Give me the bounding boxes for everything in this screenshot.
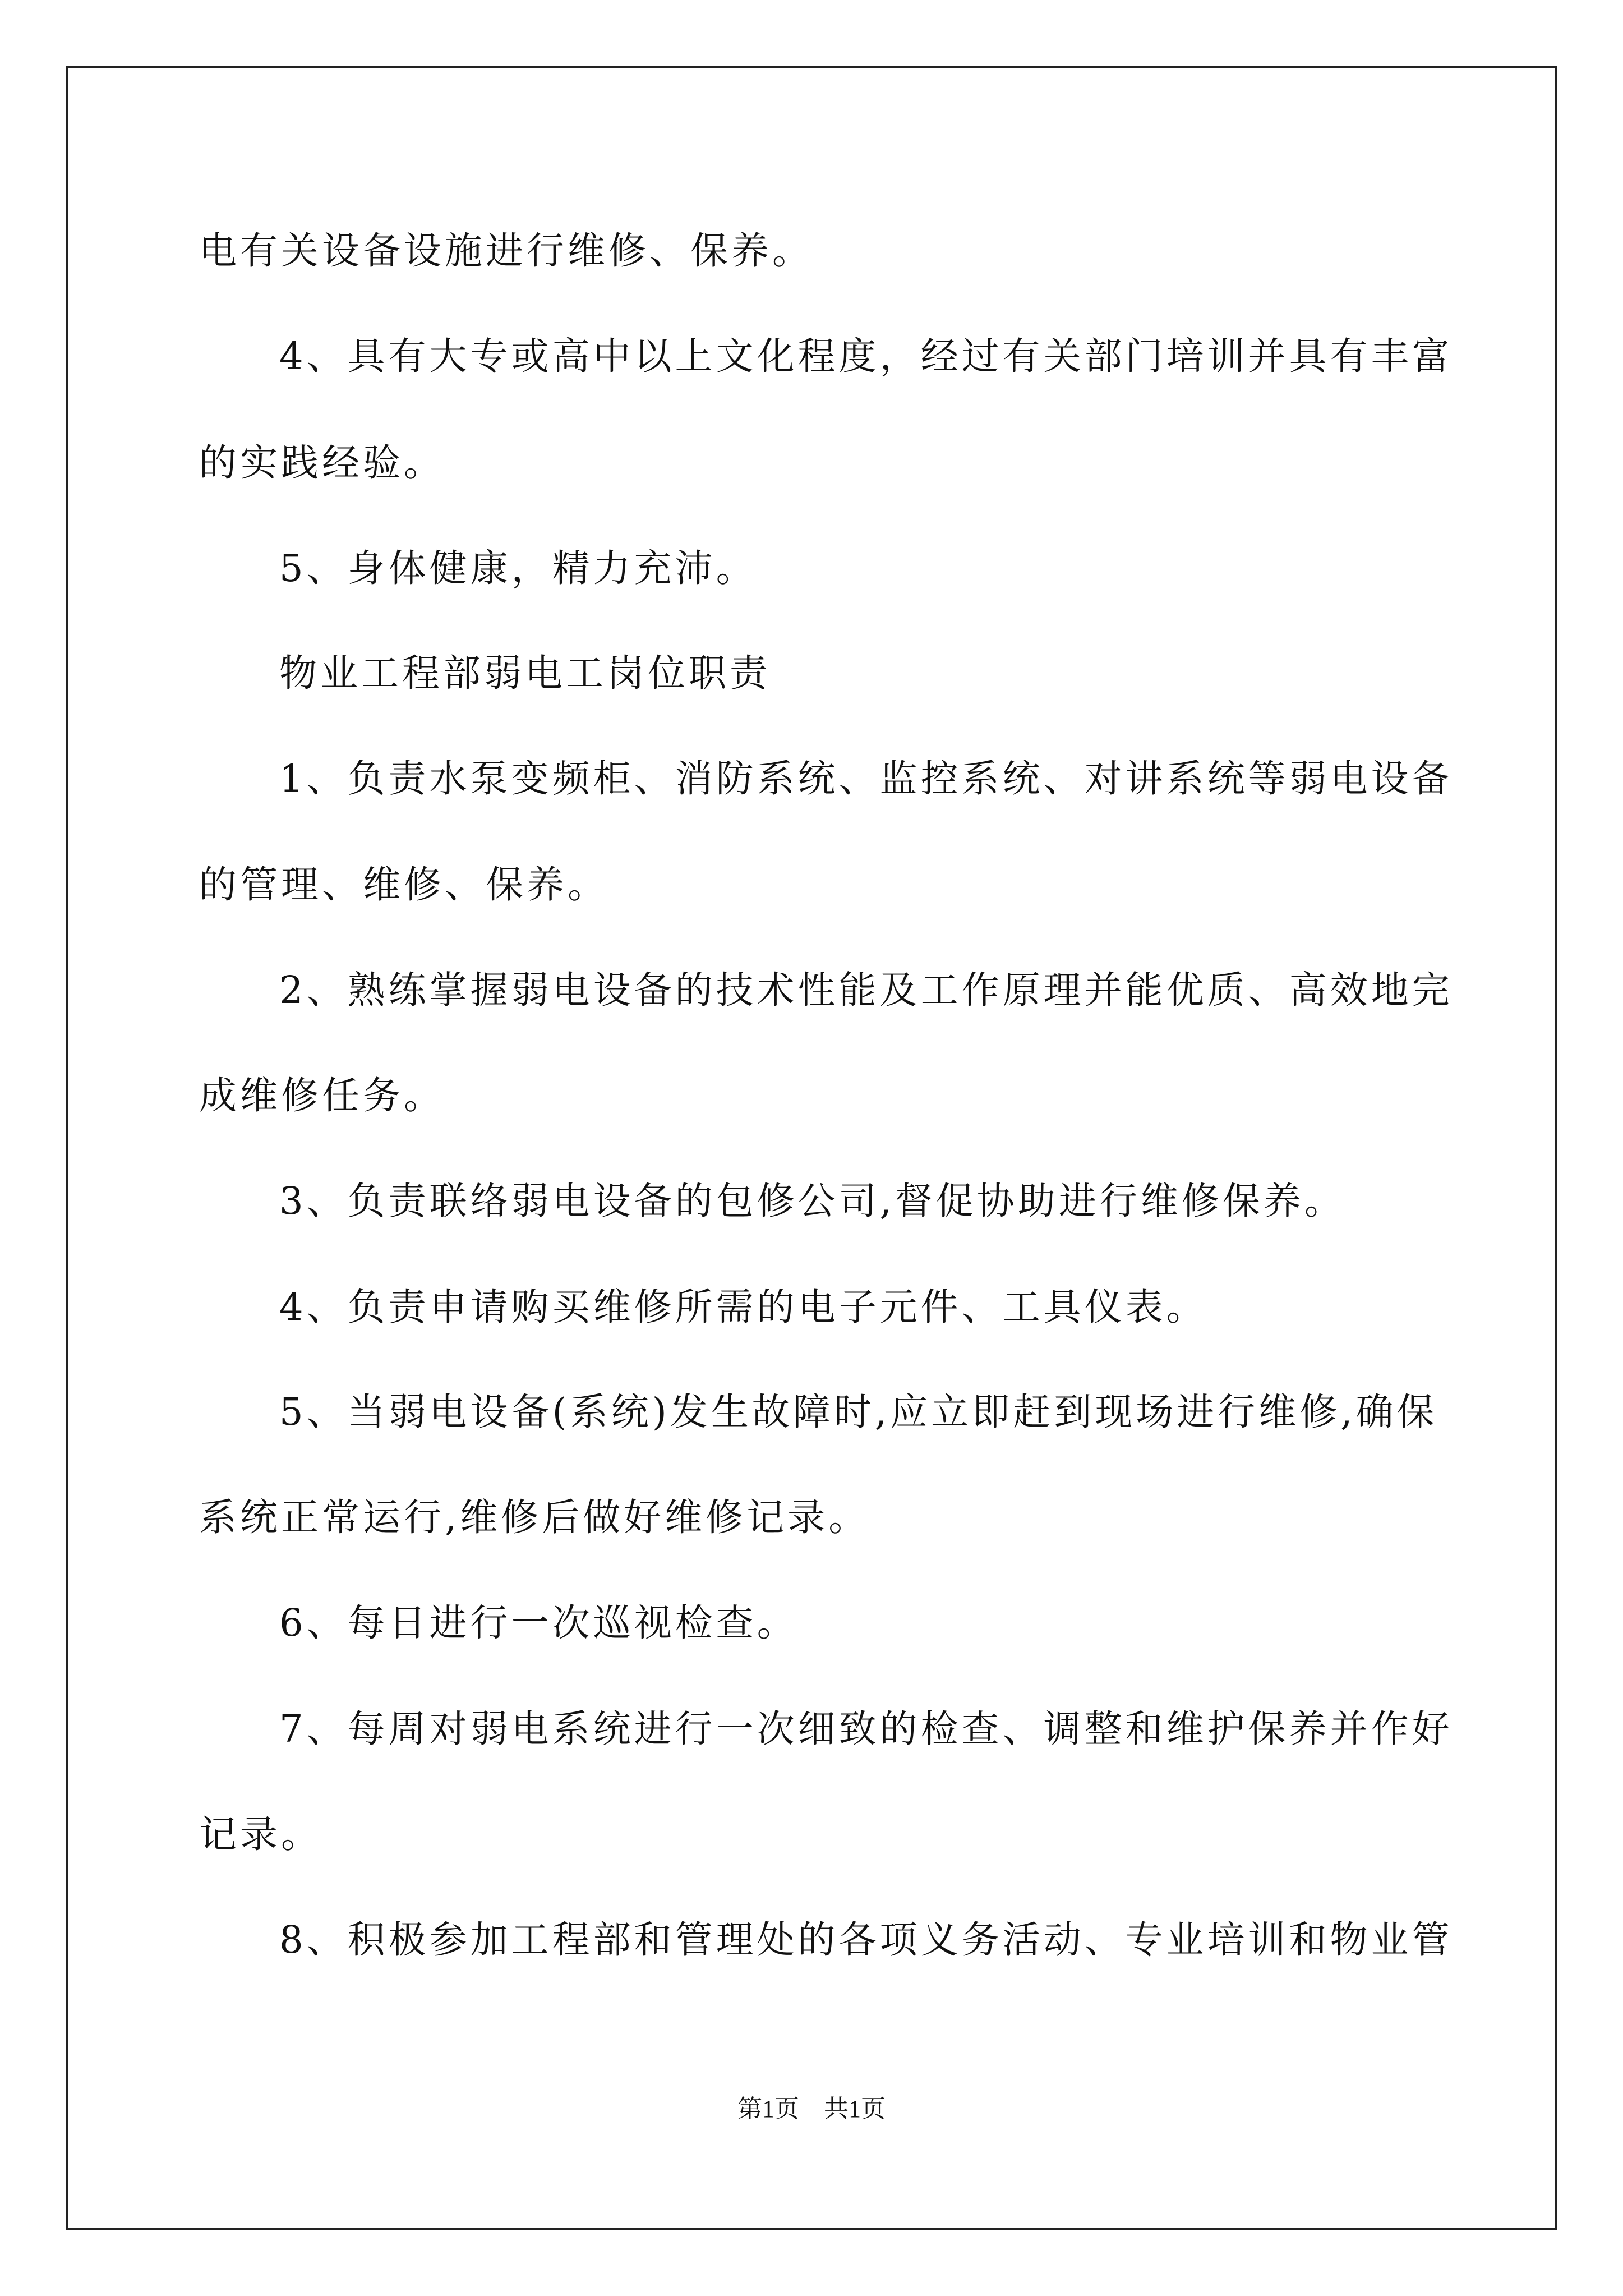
body-line-6: 1、负责水泵变频柜、消防系统、监控系统、对讲系统等弱电设备 xyxy=(279,757,1453,800)
body-line-7: 的管理、维修、保养。 xyxy=(199,863,608,907)
body-line-12: 5、当弱电设备(系统)发生故障时,应立即赶到现场进行维修,确保 xyxy=(279,1390,1438,1434)
body-line-17: 8、积极参加工程部和管理处的各项义务活动、专业培训和物业管 xyxy=(279,1918,1453,1962)
body-line-16: 记录。 xyxy=(199,1812,322,1856)
body-line-8: 2、熟练掌握弱电设备的技术性能及工作原理并能优质、高效地完 xyxy=(279,968,1453,1012)
page-number-footer: 第1页 共1页 xyxy=(737,2095,886,2123)
body-line-3: 的实践经验。 xyxy=(199,441,445,485)
body-line-2: 4、具有大专或高中以上文化程度，经过有关部门培训并具有丰富 xyxy=(279,334,1453,378)
page-border xyxy=(66,66,1557,2230)
body-line-10: 3、负责联络弱电设备的包修公司,督促协助进行维修保养。 xyxy=(279,1179,1345,1223)
body-line-15: 7、每周对弱电系统进行一次细致的检查、调整和维护保养并作好 xyxy=(279,1707,1453,1751)
body-line-1: 电有关设备设施进行维修、保养。 xyxy=(199,229,813,273)
body-line-11: 4、负责申请购买维修所需的电子元件、工具仪表。 xyxy=(279,1285,1207,1329)
body-line-14: 6、每日进行一次巡视检查。 xyxy=(279,1601,798,1645)
body-line-9: 成维修任务。 xyxy=(199,1074,445,1117)
section-heading: 物业工程部弱电工岗位职责 xyxy=(279,651,771,695)
body-line-13: 系统正常运行,维修后做好维修记录。 xyxy=(199,1496,870,1539)
body-line-4: 5、身体健康，精力充沛。 xyxy=(279,546,757,590)
